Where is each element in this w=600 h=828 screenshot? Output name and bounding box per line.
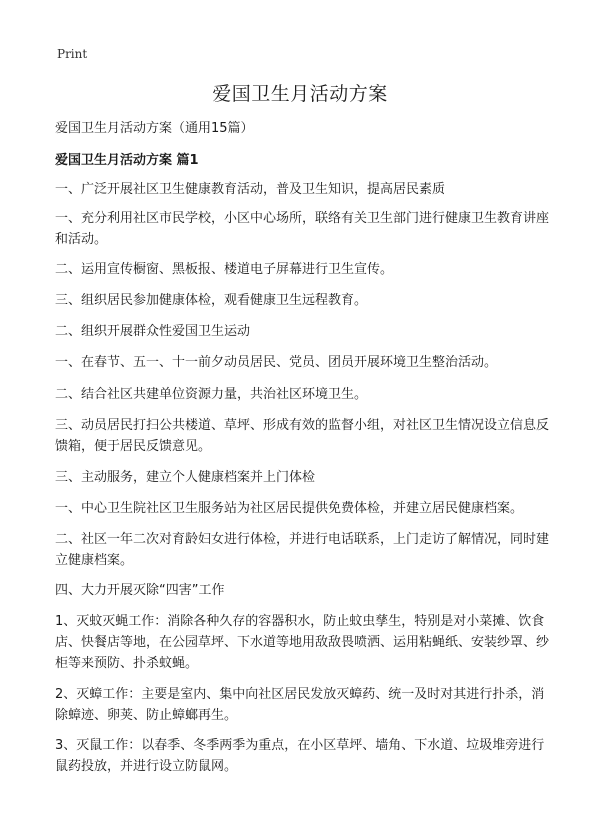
paragraph: 1、灭蚊灭蝇工作：消除各种久存的容器积水，防止蚊虫孳生，特别是对小菜摊、饮食店、快餐店等地，在公园草坪、下水道等地用敌敌畏喷洒、运用粘蝇纸、安装纱罩、纱柜等来预防、扑杀蚊蝇。 bbox=[55, 614, 550, 671]
section-title: 爱国卫生月活动方案 篇1 bbox=[55, 153, 199, 168]
paragraph: 一、中心卫生院社区卫生服务站为社区居民提供免费体检，并建立居民健康档案。 bbox=[55, 501, 524, 516]
paragraph: 二、组织开展群众性爱国卫生运动 bbox=[55, 324, 251, 339]
print-link[interactable]: Print bbox=[57, 47, 88, 61]
intro-text: 爱国卫生月活动方案（通用15篇） bbox=[55, 121, 254, 136]
paragraph: 二、结合社区共建单位资源力量，共治社区环境卫生。 bbox=[55, 387, 368, 402]
paragraph: 2、灭蟑工作：主要是室内、集中向社区居民发放灭蟑药、统一及时对其进行扑杀，消除蟑迹、卵荚、防止蟑螂再生。 bbox=[55, 687, 545, 723]
paragraph: 二、社区一年二次对育龄妇女进行体检，并进行电话联系，上门走访了解情况，同时建立健康档案。 bbox=[55, 532, 550, 568]
paragraph: 四、大力开展灭除“四害”工作 bbox=[55, 583, 225, 598]
paragraph: 二、运用宣传橱窗、黑板报、楼道电子屏幕进行卫生宣传。 bbox=[55, 262, 394, 277]
paragraph: 三、主动服务，建立个人健康档案并上门体检 bbox=[55, 470, 316, 485]
paragraph: 三、动员居民打扫公共楼道、草坪、形成有效的监督小组，对社区卫生情况设立信息反馈箱，便于居民反馈意见。 bbox=[55, 418, 550, 454]
paragraph: 一、广泛开展社区卫生健康教育活动，普及卫生知识，提高居民素质 bbox=[55, 182, 446, 197]
paragraph: 3、灭鼠工作：以春季、冬季两季为重点，在小区草坪、墙角、下水道、垃圾堆旁进行鼠药投放，并进行设立防鼠网。 bbox=[55, 738, 545, 774]
paragraph: 一、充分利用社区市民学校，小区中心场所，联络有关卫生部门进行健康卫生教育讲座和活动。 bbox=[55, 211, 550, 247]
page-title: 爱国卫生月活动方案 bbox=[212, 83, 388, 105]
paragraph: 一、在春节、五一、十一前夕动员居民、党员、团员开展环境卫生整治活动。 bbox=[55, 355, 498, 370]
paragraph: 三、组织居民参加健康体检，观看健康卫生远程教育。 bbox=[55, 293, 368, 308]
